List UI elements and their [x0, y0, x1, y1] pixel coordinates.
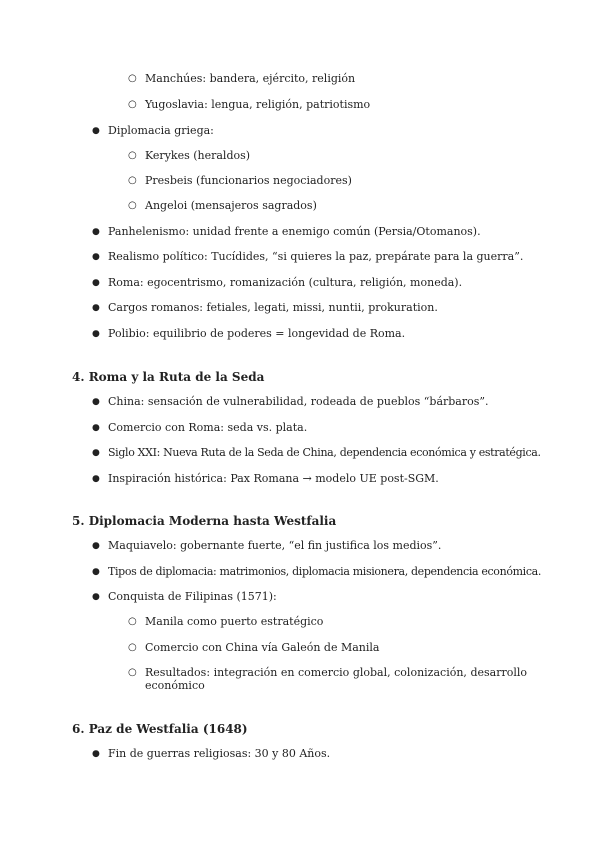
- bullet-icon: ●: [92, 567, 100, 577]
- list-item: China: sensación de vulnerabilidad, rodeada de pueblos “bárbaros”.: [108, 395, 489, 408]
- sub-list-item: Kerykes (heraldos): [145, 149, 251, 162]
- bullet-icon: ●: [92, 126, 100, 136]
- list-item: Siglo XXI: Nueva Ruta de la Seda de China, dependencia económica y estratégica.: [108, 446, 541, 459]
- list-item: Comercio con Roma: seda vs. plata.: [108, 421, 308, 434]
- bullet-icon: ●: [92, 448, 100, 458]
- bullet-icon: ●: [92, 303, 100, 313]
- list-item: Maquiavelo: gobernante fuerte, “el fin justifica los medios”.: [108, 539, 442, 552]
- list-item: Cargos romanos: fetiales, legati, missi, nuntii, prokuration.: [108, 301, 438, 314]
- sub-bullet-icon: ○: [128, 667, 137, 678]
- list-item: Diplomacia griega:: [108, 124, 214, 137]
- list-item: Conquista de Filipinas (1571):: [108, 590, 277, 603]
- section-heading: 4. Roma y la Ruta de la Seda: [72, 370, 265, 384]
- bullet-icon: ●: [92, 541, 100, 551]
- bullet-icon: ●: [92, 474, 100, 484]
- bullet-icon: ●: [92, 252, 100, 262]
- sub-bullet-icon: ○: [128, 73, 137, 84]
- list-item: Panhelenismo: unidad frente a enemigo común (Persia/Otomanos).: [108, 225, 481, 238]
- bullet-icon: ●: [92, 749, 100, 759]
- section-heading: 5. Diplomacia Moderna hasta Westfalia: [72, 514, 337, 528]
- list-item: Realismo político: Tucídides, “si quieres la paz, prepárate para la guerra”.: [108, 250, 524, 263]
- list-item: Inspiración histórica: Pax Romana → modelo UE post-SGM.: [108, 472, 439, 485]
- list-item: Fin de guerras religiosas: 30 y 80 Años.: [108, 747, 331, 760]
- sub-list-item: Manila como puerto estratégico: [145, 615, 324, 628]
- sub-bullet-icon: ○: [128, 642, 137, 653]
- bullet-icon: ●: [92, 278, 100, 288]
- bullet-icon: ●: [92, 329, 100, 339]
- bullet-icon: ●: [92, 592, 100, 602]
- list-item: Polibio: equilibrio de poderes = longevidad de Roma.: [108, 327, 406, 340]
- section-heading: 6. Paz de Westfalia (1648): [72, 722, 248, 736]
- sub-bullet-icon: ○: [128, 150, 137, 161]
- sub-bullet-icon: ○: [128, 175, 137, 186]
- sub-list-item: Manchúes: bandera, ejército, religión: [145, 72, 356, 85]
- sub-list-item: Presbeis (funcionarios negociadores): [145, 174, 352, 187]
- sub-bullet-icon: ○: [128, 200, 137, 211]
- bullet-icon: ●: [92, 227, 100, 237]
- sub-list-item: Angeloi (mensajeros sagrados): [145, 199, 317, 212]
- sub-bullet-icon: ○: [128, 616, 137, 627]
- sub-bullet-icon: ○: [128, 99, 137, 110]
- list-item: Roma: egocentrismo, romanización (cultura, religión, moneda).: [108, 276, 463, 289]
- list-item: Tipos de diplomacia: matrimonios, diplomacia misionera, dependencia económica.: [108, 565, 542, 578]
- sub-list-item: Yugoslavia: lengua, religión, patriotismo: [145, 98, 371, 111]
- sub-list-item: Resultados: integración en comercio global, colonización, desarrollo económico: [145, 666, 527, 692]
- bullet-icon: ●: [92, 397, 100, 407]
- bullet-icon: ●: [92, 423, 100, 433]
- sub-list-item: Comercio con China vía Galeón de Manila: [145, 641, 380, 654]
